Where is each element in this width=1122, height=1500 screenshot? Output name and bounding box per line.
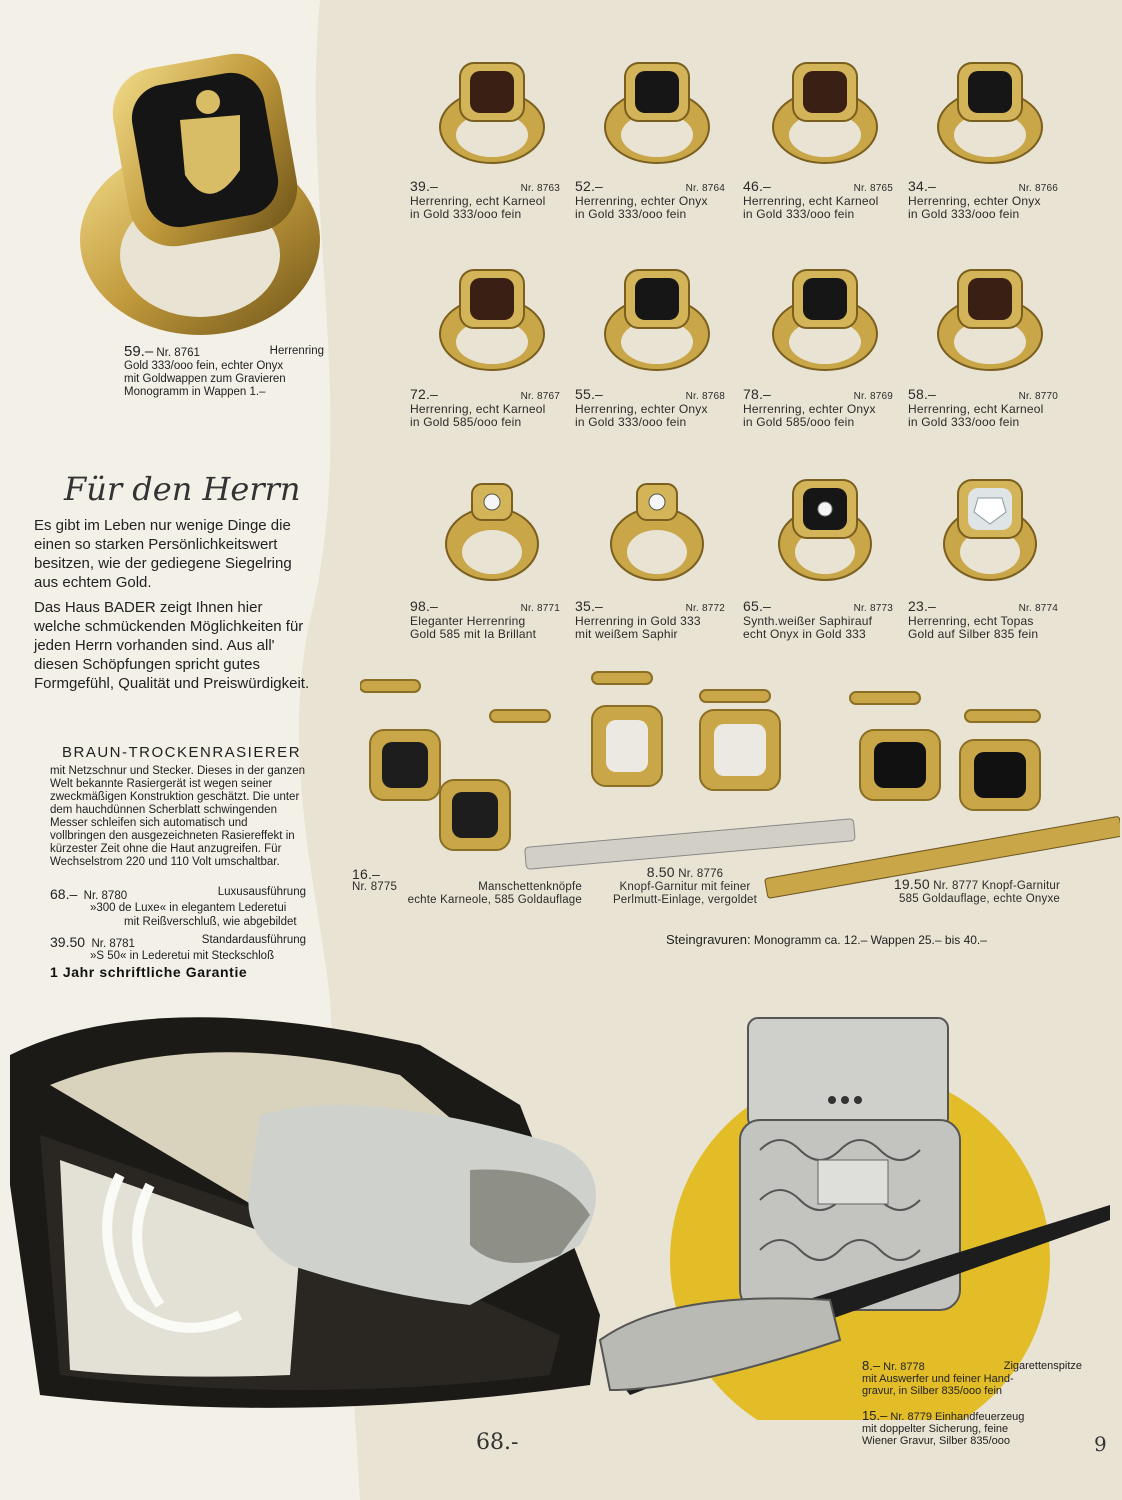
ring-nr: Nr. 8774: [1018, 603, 1058, 614]
ring-price: 46.–: [743, 178, 772, 194]
ring-nr: Nr. 8763: [520, 183, 560, 194]
ring-price: 65.–: [743, 598, 772, 614]
ring-6-caption: [575, 388, 725, 429]
ring-12-icon: [928, 472, 1048, 582]
ring-2-caption: [575, 180, 725, 221]
ring-price: 72.–: [410, 386, 439, 402]
braun-lux-nr: Nr. 8780: [83, 890, 128, 902]
cufflinks-3-nr: Nr. 8777: [933, 880, 979, 892]
ring-11-icon: [763, 472, 883, 582]
ring-1-caption: [410, 180, 560, 221]
braun-lux-line: [50, 886, 306, 902]
ring-desc-line-2: in Gold 333/ooo fein: [575, 415, 687, 429]
braun-title: BRAUN-TROCKENRASIERER: [62, 744, 302, 761]
ring-desc-line-1: Herrenring, echt Karneol: [908, 402, 1044, 416]
feuer-l1: Einhandfeuerzeug: [935, 1411, 1025, 1423]
cufflinks-caption-1: [352, 868, 582, 907]
spitze-nr: Nr. 8778: [883, 1361, 925, 1373]
ring-10-caption: [575, 600, 725, 641]
ring-desc-line-2: Gold auf Silber 835 fein: [908, 627, 1039, 641]
spitze-l1: Zigarettenspitze: [1003, 1360, 1082, 1372]
ring-price: 34.–: [908, 178, 937, 194]
ring-desc-line-1: Synth.weißer Saphirauf: [743, 614, 873, 628]
feuer-nr: Nr. 8779: [890, 1411, 932, 1423]
ring-4-caption: [908, 180, 1058, 221]
ring-nr: Nr. 8768: [685, 391, 725, 402]
ring-desc-line-2: in Gold 333/ooo fein: [410, 207, 522, 221]
ring-nr: Nr. 8766: [1018, 183, 1058, 194]
spitze-l3: gravur, in Silber 835/ooo fein: [862, 1385, 1003, 1397]
ring-price: 39.–: [410, 178, 439, 194]
feuer-l3: Wiener Gravur, Silber 835/ooo: [862, 1435, 1010, 1447]
feuer-price: 15.–: [862, 1408, 888, 1423]
ring-desc-line-2: mit weißem Saphir: [575, 627, 678, 641]
cufflinks-1-l2: echte Karneole, 585 Goldauflage: [407, 894, 582, 906]
braun-description: mit Netzschnur und Stecker. Dieses in der ganzen Welt bekannte Rasiergerät ist wegen seiner zweckmäßigen Konstruktion geschätzt. Die unter dem hauchdünnen Scherblatt schwingenden Messer schleifen sich automatisch und vollbringen den ausgezeichneten Rasiereffekt in kürzester Zeit ohne die Haut anzugreifen. Für Wechselstrom 220 und 110 Volt umschaltbar.: [50, 765, 306, 868]
cufflinks-3-l2: 585 Goldauflage, echte Onyxe: [899, 893, 1060, 905]
ring-price: 78.–: [743, 386, 772, 402]
spitze-price: 8.–: [862, 1358, 881, 1373]
steingravuren-label: Steingravuren:: [666, 932, 751, 947]
featured-ring-line-2: Gold 333/ooo fein, echter Onyx: [124, 360, 284, 372]
shaver-case-icon: [0, 985, 620, 1425]
braun-lux-price: 68.–: [50, 886, 78, 902]
braun-lux-label: Luxusausführung: [217, 886, 306, 898]
featured-ring-price: 59.–: [124, 343, 154, 360]
braun-std-nr: Nr. 8781: [91, 938, 135, 950]
cufflinks-1-nr: Nr. 8775: [352, 881, 398, 893]
spitze-l2: mit Auswerfer und feiner Hand-: [862, 1373, 1014, 1385]
ring-nr: Nr. 8765: [853, 183, 893, 194]
cufflinks-caption-3: [870, 878, 1060, 906]
steingravuren-line: [666, 932, 987, 947]
ring-desc-line-1: Herrenring, echt Karneol: [743, 194, 879, 208]
ring-nr: Nr. 8769: [853, 391, 893, 402]
lighter-and-holder-icon: [590, 1010, 1110, 1420]
ring-desc-line-2: in Gold 333/ooo fein: [908, 207, 1020, 221]
ring-4-icon: [928, 55, 1048, 165]
steingravuren-text: Monogramm ca. 12.– Wappen 25.– bis 40.–: [753, 933, 987, 947]
ring-price: 55.–: [575, 386, 604, 402]
cufflinks-3-price: 19.50: [893, 876, 930, 892]
braun-garantie: 1 Jahr schriftliche Garantie: [50, 964, 248, 980]
cufflinks-1-l1: Manschettenknöpfe: [478, 881, 582, 893]
featured-ring-caption: [124, 345, 324, 399]
ring-11-caption: [743, 600, 893, 641]
ring-desc-line-2: in Gold 333/ooo fein: [743, 207, 855, 221]
featured-ring-line-3: mit Goldwappen zum Gravieren: [124, 373, 286, 385]
featured-ring-nr: Nr. 8761: [156, 347, 200, 359]
braun-std-l2: »S 50« in Lederetui mit Steckschloß: [90, 950, 275, 962]
ring-1-icon: [430, 55, 550, 165]
ring-nr: Nr. 8767: [520, 391, 560, 402]
ring-desc-line-2: in Gold 585/ooo fein: [410, 415, 522, 429]
ring-desc-line-1: Herrenring, echter Onyx: [575, 402, 708, 416]
shaver-photo-price: 68.-: [476, 1430, 519, 1455]
ring-9-caption: [410, 600, 560, 641]
ring-desc-line-1: Herrenring, echt Karneol: [410, 194, 546, 208]
cufflinks-caption-2: [585, 866, 785, 907]
ring-desc-line-2: in Gold 333/ooo fein: [908, 415, 1020, 429]
ring-desc-line-2: Gold 585 mit Ia Brillant: [410, 627, 537, 641]
ring-3-icon: [763, 55, 883, 165]
feuer-l2: mit doppelter Sicherung, feine: [862, 1423, 1009, 1435]
ring-desc-line-1: Herrenring, echt Karneol: [410, 402, 546, 416]
cufflinks-2-l2: Perlmutt-Einlage, vergoldet: [612, 894, 758, 906]
cufflinks-2-l1: Knopf-Garnitur mit feiner: [619, 881, 751, 893]
braun-std-label: Standardausführung: [201, 934, 306, 946]
ring-desc-line-2: echt Onyx in Gold 333: [743, 627, 866, 641]
featured-ring-line-1: Herrenring: [269, 345, 324, 357]
ring-price: 23.–: [908, 598, 937, 614]
caption-zigarettenspitze: [862, 1360, 1082, 1397]
ring-desc-line-1: Herrenring, echter Onyx: [575, 194, 708, 208]
ring-nr: Nr. 8772: [685, 603, 725, 614]
braun-lux-l3: mit Reißverschluß, wie abgebildet: [124, 916, 297, 928]
braun-lux-l2: »300 de Luxe« in elegantem Lederetui: [90, 902, 287, 914]
ring-desc-line-1: Herrenring, echter Onyx: [908, 194, 1041, 208]
ring-7-icon: [763, 262, 883, 372]
braun-std-price: 39.50: [50, 934, 86, 950]
ring-6-icon: [595, 262, 715, 372]
cufflinks-2-nr: Nr. 8776: [678, 868, 724, 880]
ring-nr: Nr. 8773: [853, 603, 893, 614]
ring-2-icon: [595, 55, 715, 165]
ring-desc-line-2: in Gold 585/ooo fein: [743, 415, 855, 429]
intro-paragraph-1: Es gibt im Leben nur wenige Dinge die einen so starken Persönlichkeitswert besitzen, wie der gediegene Siegelring aus echtem Gold.: [34, 517, 292, 591]
page-number: 9: [1094, 1432, 1107, 1456]
intro-paragraph-2: Das Haus BADER zeigt Ihnen hier welche schmückenden Möglichkeiten für jeden Herrn vorhanden sind. Aus all' diesen Schöpfungen spricht gutes Formgefühl, Qualität und Preiswürdigkeit.: [34, 599, 310, 692]
ring-7-caption: [743, 388, 893, 429]
braun-std-line: [50, 934, 306, 950]
ring-3-caption: [743, 180, 893, 221]
ring-8-caption: [908, 388, 1058, 429]
ring-desc-line-2: in Gold 333/ooo fein: [575, 207, 687, 221]
cufflinks-3-l1: Knopf-Garnitur: [981, 880, 1060, 892]
ring-price: 52.–: [575, 178, 604, 194]
ring-price: 35.–: [575, 598, 604, 614]
ring-nr: Nr. 8770: [1018, 391, 1058, 402]
caption-feuerzeug: [862, 1410, 1082, 1447]
heading-fuer-den-herrn: Für den Herrn: [64, 470, 301, 508]
ring-10-icon: [595, 472, 715, 582]
cufflinks-1-price: 16.–: [352, 866, 381, 882]
ring-price: 58.–: [908, 386, 937, 402]
ring-8-icon: [928, 262, 1048, 372]
ring-desc-line-1: Herrenring, echter Onyx: [743, 402, 876, 416]
cufflinks-2-price: 8.50: [646, 864, 675, 880]
ring-5-caption: [410, 388, 560, 429]
ring-desc-line-1: Herrenring in Gold 333: [575, 614, 701, 628]
ring-12-caption: [908, 600, 1058, 641]
ring-5-icon: [430, 262, 550, 372]
featured-signet-ring-icon: [50, 40, 350, 350]
ring-9-icon: [430, 472, 550, 582]
featured-ring-line-4: Monogramm in Wappen 1.–: [124, 386, 266, 398]
ring-price: 98.–: [410, 598, 439, 614]
ring-desc-line-1: Herrenring, echt Topas: [908, 614, 1034, 628]
ring-nr: Nr. 8764: [685, 183, 725, 194]
ring-nr: Nr. 8771: [520, 603, 560, 614]
ring-desc-line-1: Eleganter Herrenring: [410, 614, 526, 628]
